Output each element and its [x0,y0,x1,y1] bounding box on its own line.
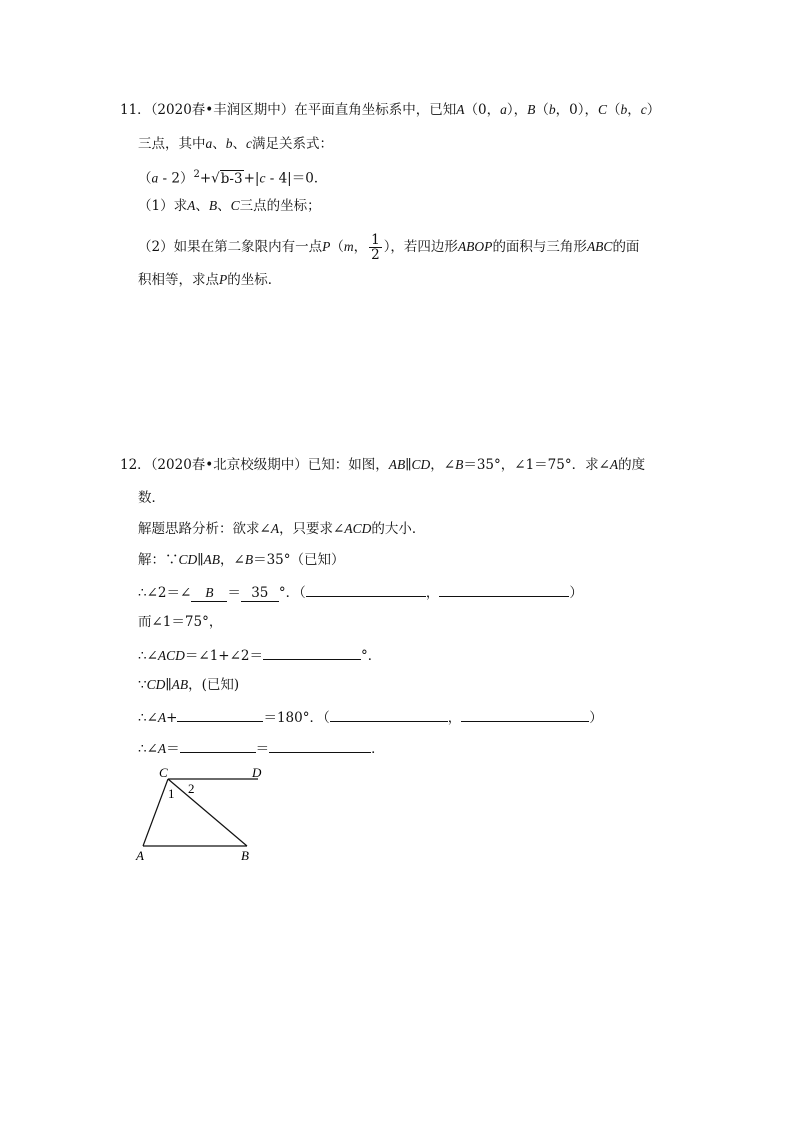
answer-blank[interactable] [177,706,263,722]
label-b: B [241,848,249,863]
q11-line2: 三点，其中a、b、c满足关系式： [138,136,333,152]
question-source: （2020春•北京校级期中） [150,457,308,473]
q12-step3: ∴∠ACD＝∠1+∠2＝ °． [138,644,381,666]
q12-line2: 数． [138,490,165,506]
q11-line1: 11．（2020春•丰润区期中）在平面直角坐标系中，已知A（0，a），B（b，0），C（b，c） [120,102,661,118]
q12-analysis: 解题思路分析：欲求∠A，只要求∠ACD的大小． [138,521,426,537]
segment-ca [143,779,168,846]
answer-blank[interactable] [263,644,361,660]
sqrt-sign: √ [211,170,220,187]
q12-step1: ∴∠2＝∠ B ＝ 35 °．（ ， ） [138,581,583,603]
q12-step4: ∵CD∥AB，(已知) [138,677,240,693]
q11-part2: （2）如果在第二象限内有一点P（m， $\frac{1}{2}$ ），若四边形ABOP的面积与三角形ABC的面 [138,232,640,263]
q12-step5: ∴∠A+ ＝180°．（ ， ） [138,706,603,728]
filled-blank-degree[interactable]: 35 [241,585,279,602]
answer-blank[interactable] [180,737,256,753]
label-angle-2: 2 [188,781,195,796]
answer-blank[interactable] [306,581,426,597]
segment-cb [168,779,247,846]
answer-blank[interactable] [269,737,371,753]
label-a: A [136,848,144,863]
sqrt-radicand: b-3 [220,170,243,187]
answer-blank[interactable] [330,706,448,722]
answer-blank[interactable] [461,706,589,722]
filled-blank-angle[interactable]: B [191,585,227,602]
q12-step2: 而∠1＝75°， [138,614,223,630]
q12-line1: 12．（2020春•北京校级期中）已知：如图，AB∥CD，∠B＝35°，∠1＝75°．求∠A的度 [120,457,646,473]
fraction-one-half: $\frac{1}{2}$ [371,232,380,263]
label-c: C [159,765,168,780]
label-angle-1: 1 [168,786,175,801]
geometry-figure [130,762,270,866]
answer-blank[interactable] [439,581,569,597]
q11-line6: 积相等，求点P的坐标． [138,272,282,288]
q11-equation: （a - 2）$^2$+√b-3+|c - 4|＝0． [138,169,328,187]
question-number: 12． [120,457,151,473]
q11-part1: （1）求A、B、C三点的坐标； [138,198,321,214]
question-number: 11． [120,102,151,118]
label-d: D [252,765,262,780]
q12-solution-start: 解：∵CD∥AB，∠B＝35°（已知） [138,552,345,568]
question-source: （2020春•丰润区期中） [150,102,295,118]
q12-step6: ∴∠A＝ ＝ ． [138,737,385,759]
